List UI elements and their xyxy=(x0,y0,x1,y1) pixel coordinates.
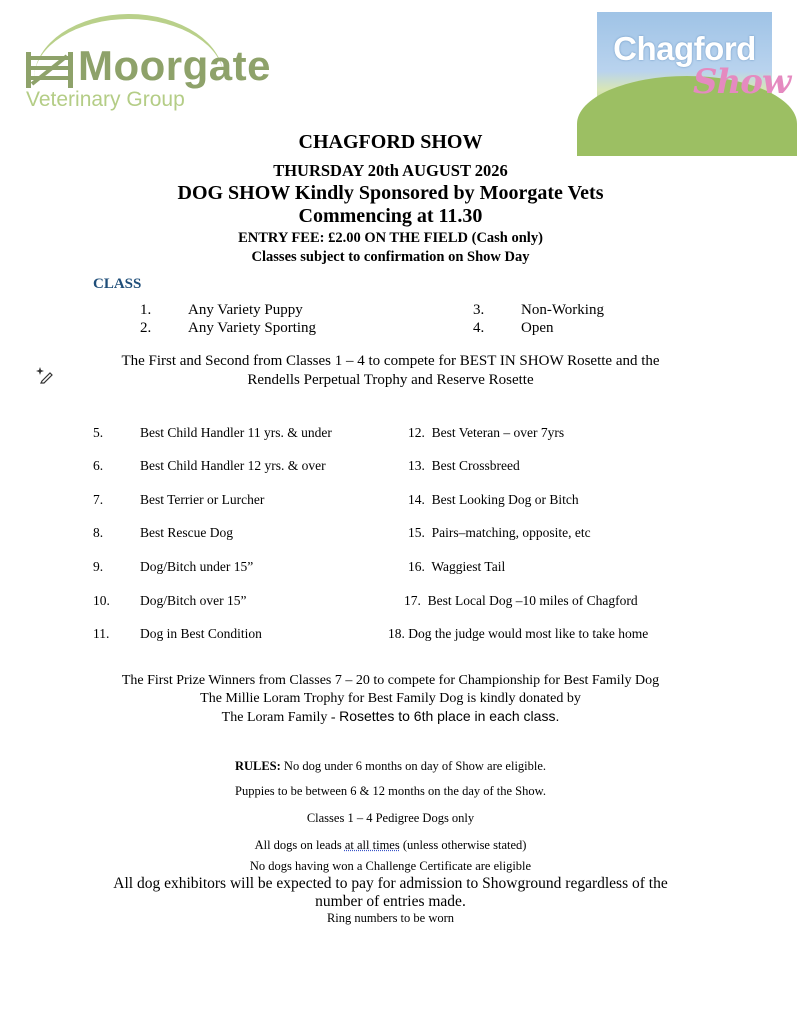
gate-icon xyxy=(24,48,76,90)
class-name: Non-Working xyxy=(521,302,604,318)
event-date: THURSDAY 20th AUGUST 2026 xyxy=(273,161,508,180)
confirmation-note: Classes subject to confirmation on Show Day xyxy=(251,249,530,265)
sponsor-line: DOG SHOW Kindly Sponsored by Moorgate Vets xyxy=(177,182,604,204)
class-entry: 13. Best Crossbreed xyxy=(408,458,520,473)
moorgate-logo xyxy=(24,8,304,116)
class-name: Best Rescue Dog xyxy=(140,525,233,540)
class-number: 9. xyxy=(93,559,104,574)
rule-2: Puppies to be between 6 & 12 months on the day of the Show. xyxy=(235,784,546,798)
rule-4c: (unless otherwise stated) xyxy=(399,838,527,852)
event-title: CHAGFORD SHOW xyxy=(298,131,483,153)
rule-4a: All dogs on leads xyxy=(254,838,345,852)
class-name: Dog/Bitch under 15” xyxy=(140,559,254,574)
class-name: Best Terrier or Lurcher xyxy=(140,492,265,507)
class-name: Best Child Handler 12 yrs. & over xyxy=(140,458,326,473)
class-name: Any Variety Puppy xyxy=(188,302,303,318)
chagford-word: Chagford xyxy=(613,30,756,67)
rule-4-emphasis: at all times xyxy=(344,838,400,852)
best-in-show-line1: The First and Second from Classes 1 – 4 to compete for BEST IN SHOW Rosette and the xyxy=(121,353,660,369)
class-entry: 15. Pairs–matching, opposite, etc xyxy=(408,525,591,540)
family-dog-line3 xyxy=(0,708,781,726)
class-heading: CLASS xyxy=(93,276,142,292)
loram-family: The Loram Family - xyxy=(221,710,340,725)
best-in-show-line2: Rendells Perpetual Trophy and Reserve Rosette xyxy=(247,372,534,388)
family-dog-line2: The Millie Loram Trophy for Best Family Dog is kindly donated by xyxy=(200,691,581,706)
class-entry: 12. Best Veteran – over 7yrs xyxy=(408,425,565,440)
rule-4 xyxy=(0,838,781,853)
class-number: 3. xyxy=(473,302,485,318)
moorgate-name: Moorgate xyxy=(78,42,271,89)
show-word: Show xyxy=(693,62,791,102)
class-number: 5. xyxy=(93,425,104,440)
class-name: Any Variety Sporting xyxy=(188,320,317,336)
class-entry: 17. Best Local Dog –10 miles of Chagford xyxy=(404,593,638,608)
rule-5: No dogs having won a Challenge Certificate are eligible xyxy=(249,859,532,873)
chagford-show-logo xyxy=(597,12,791,126)
family-dog-line1: The First Prize Winners from Classes 7 – 20 to compete for Championship for Best Family Dog xyxy=(121,673,660,688)
commencing-time: Commencing at 11.30 xyxy=(298,205,483,227)
class-name: Open xyxy=(521,320,554,336)
class-entry: 16. Waggiest Tail xyxy=(408,559,506,574)
class-number: 6. xyxy=(93,458,104,473)
class-number: 2. xyxy=(140,320,152,336)
ring-numbers: Ring numbers to be worn xyxy=(326,911,455,925)
rules-label: RULES: xyxy=(234,759,281,773)
class-name: Dog in Best Condition xyxy=(140,626,262,641)
class-number: 1. xyxy=(140,302,152,318)
rosettes-note: Rosettes to 6th place in each class. xyxy=(339,708,560,724)
rule-3: Classes 1 – 4 Pedigree Dogs only xyxy=(306,811,475,825)
class-number: 10. xyxy=(93,593,110,608)
moorgate-subtitle: Veterinary Group xyxy=(26,88,185,111)
class-number: 4. xyxy=(473,320,485,336)
rule-1 xyxy=(0,759,781,774)
admission-line2: number of entries made. xyxy=(315,893,466,910)
class-number: 11. xyxy=(93,626,110,641)
class-name: Best Child Handler 11 yrs. & under xyxy=(140,425,332,440)
rule-1-text: No dog under 6 months on day of Show are eligible. xyxy=(280,759,547,773)
class-entry: 18. Dog the judge would most like to take home xyxy=(388,626,649,641)
entry-fee: ENTRY FEE: £2.00 ON THE FIELD (Cash only) xyxy=(238,230,543,246)
class-number: 7. xyxy=(93,492,104,507)
class-entry: 14. Best Looking Dog or Bitch xyxy=(408,492,579,507)
admission-line1: All dog exhibitors will be expected to pay for admission to Showground regardless of the xyxy=(113,875,668,892)
class-name: Dog/Bitch over 15” xyxy=(140,593,247,608)
class-number: 8. xyxy=(93,525,104,540)
